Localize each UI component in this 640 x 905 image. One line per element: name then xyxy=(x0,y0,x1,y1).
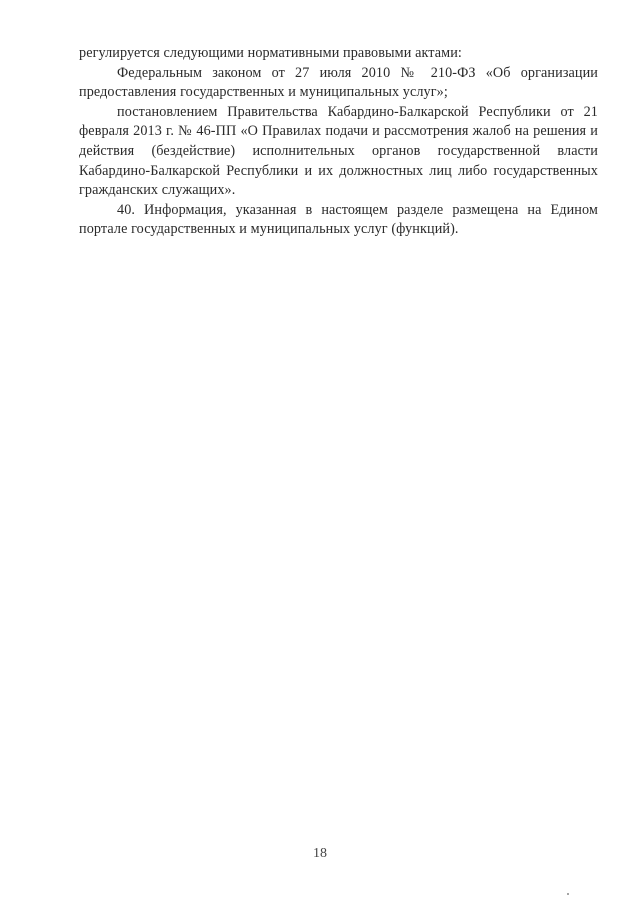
body-text xyxy=(79,44,598,240)
paragraph-item-40: 40. Информация, указанная в настоящем разделе размещена на Едином портале государственных и муниципальных услуг (функций). xyxy=(79,201,598,238)
paragraph-government-resolution: постановлением Правительства Кабардино-Балкарской Республики от 21 февраля 2013 г. № 46-ПП «О Правилах подачи и рассмотрения жалоб на решения и действия (бездействие) исполнительных органов государственной власти Кабардино-Балкарской Республики и их должностных лиц либо государственных гражданских служащих». xyxy=(79,103,598,199)
page-number: 18 xyxy=(313,846,327,861)
paragraph-federal-law: Федеральным законом от 27 июля 2010 № 210-ФЗ «Об организации предоставления государственных и муниципальных услуг»; xyxy=(79,64,598,101)
paragraph-continuation: регулируется следующими нормативными правовыми актами: xyxy=(79,45,462,61)
scan-speck xyxy=(567,893,569,895)
